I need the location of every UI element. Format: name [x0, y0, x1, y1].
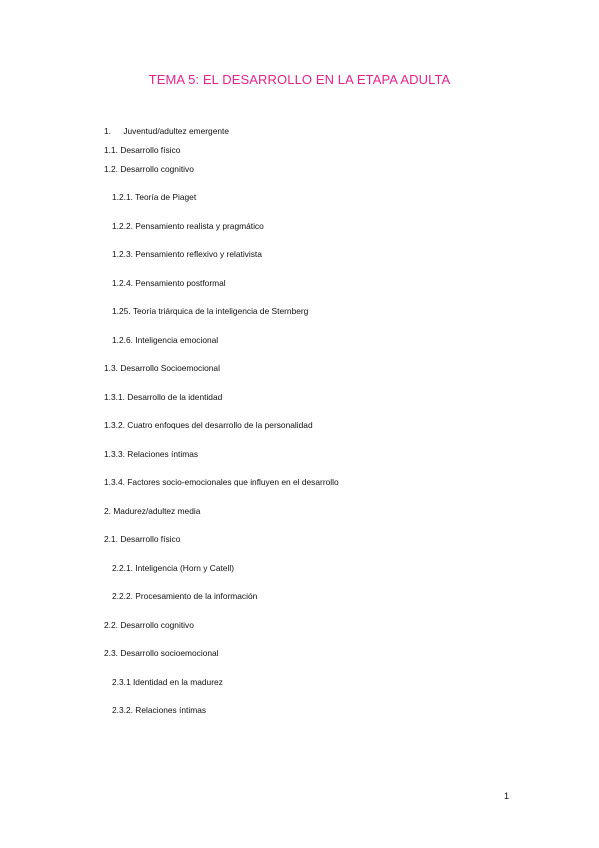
- toc-item: [104, 506, 200, 516]
- toc-item-number: 1.: [104, 126, 111, 136]
- toc-item-number: 2.2.: [104, 620, 118, 630]
- toc-item: [104, 620, 194, 630]
- page-number: 1: [504, 791, 510, 801]
- toc-item-text: Desarrollo físico: [120, 534, 181, 544]
- toc-item: [104, 420, 313, 430]
- toc-item-text: Teoría triárquica de la inteligencia de Sternberg: [132, 306, 309, 316]
- toc-item-number: 1.1.: [104, 145, 118, 155]
- toc-item-number: 1.2.4.: [112, 278, 133, 288]
- toc-item: [112, 677, 223, 687]
- document-title: TEMA 5: EL DESARROLLO EN LA ETAPA ADULTA: [148, 72, 451, 87]
- toc-item-text: Relaciones íntimas: [127, 449, 199, 459]
- toc-item-text: Desarrollo Socioemocional: [120, 363, 220, 373]
- toc-item: [112, 563, 234, 573]
- toc-item-number: 2.2.1.: [112, 563, 133, 573]
- toc-item-text: Relaciones íntimas: [135, 705, 207, 715]
- toc-item-number: 1.3.4.: [104, 477, 125, 487]
- toc-item: [104, 363, 220, 373]
- toc-item: [104, 126, 229, 136]
- toc-item: [112, 278, 226, 288]
- toc-item-number: 2.: [104, 506, 111, 516]
- toc-item-number: 1.25.: [112, 306, 131, 316]
- toc-item-number: 1.3.: [104, 363, 118, 373]
- toc-item-number: 2.3.2.: [112, 705, 133, 715]
- toc-item-number: 1.3.2.: [104, 420, 125, 430]
- toc-item: [104, 648, 219, 658]
- toc-item-text: Desarrollo cognitivo: [120, 620, 194, 630]
- toc-item-text: Desarrollo socioemocional: [120, 648, 219, 658]
- toc-item-text: Identidad en la madurez: [132, 677, 223, 687]
- toc-item-text: Cuatro enfoques del desarrollo de la personalidad: [127, 420, 313, 430]
- toc-item-text: Desarrollo cognitivo: [120, 164, 194, 174]
- toc-item-text: Juventud/adultez emergente: [123, 126, 230, 136]
- toc-item: [104, 449, 198, 459]
- toc-item-number: 2.3.: [104, 648, 118, 658]
- toc-item: [112, 249, 262, 259]
- toc-item-number: 1.2.3.: [112, 249, 133, 259]
- toc-item: [104, 145, 180, 155]
- toc-item-number: 1.3.1.: [104, 392, 125, 402]
- toc-item-text: Teoría de Piaget: [135, 192, 197, 202]
- toc-item-text: Pensamiento reflexivo y relativista: [135, 249, 262, 259]
- toc-item-text: Procesamiento de la información: [135, 591, 258, 601]
- toc-item: [104, 164, 194, 174]
- toc-item: [112, 306, 308, 316]
- toc-item-text: Inteligencia (Horn y Catell): [135, 563, 234, 573]
- toc-item: [112, 192, 196, 202]
- toc-item-text: Pensamiento realista y pragmático: [135, 221, 264, 231]
- toc-item: [112, 221, 264, 231]
- toc-item: [112, 335, 218, 345]
- toc-item-text: Desarrollo de la identidad: [127, 392, 223, 402]
- toc-item: [104, 534, 180, 544]
- toc-item-number: 2.2.2.: [112, 591, 133, 601]
- toc-item-text: Pensamiento postformal: [135, 278, 226, 288]
- toc-item-text: Desarrollo físico: [120, 145, 181, 155]
- toc-item-number: 2.3.1: [112, 677, 131, 687]
- toc-item: [112, 705, 206, 715]
- toc-item-number: 1.3.3.: [104, 449, 125, 459]
- toc-item-text: Inteligencia emocional: [135, 335, 219, 345]
- toc-item-number: 1.2.2.: [112, 221, 133, 231]
- toc-item-number: 2.1.: [104, 534, 118, 544]
- toc-item: [112, 591, 257, 601]
- toc-item-text: Factores socio-emocionales que influyen en el desarrollo: [127, 477, 339, 487]
- toc-item-number: 1.2.: [104, 164, 118, 174]
- toc-item: [104, 392, 222, 402]
- toc-item: [104, 477, 339, 487]
- toc-item-number: 1.2.6.: [112, 335, 133, 345]
- toc-item-number: 1.2.1.: [112, 192, 133, 202]
- toc-item-text: Madurez/adultez media: [113, 506, 201, 516]
